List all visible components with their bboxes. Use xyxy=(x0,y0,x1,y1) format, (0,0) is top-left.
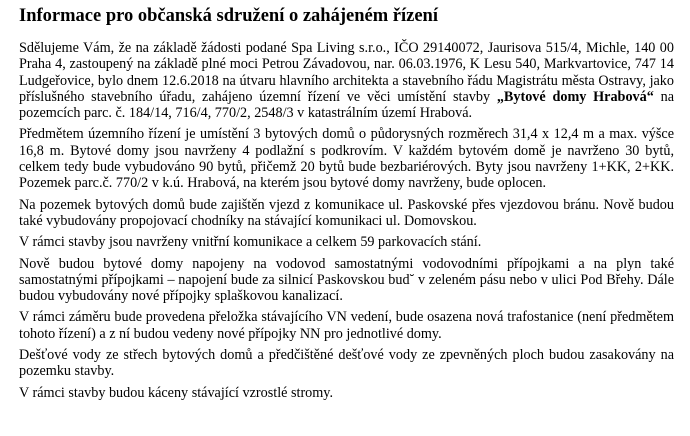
paragraph-utilities: Nově budou bytové domy napojeny na vodovod samostatnými vodovodními přípojkami a na plyn také samostatnými přípojkami – napojení bude za silnicí Paskovskou bud˘ v zeleném pásu nebo v ulici Pod Břehy. Dále budou vybudovány nové přípojky splaškovou kanalizací. xyxy=(19,255,674,305)
paragraph-subject: Předmětem územního řízení je umístění 3 bytových domů o půdorysných rozměrech 31,4 x 12,4 m a max. výšce 16,8 m. Bytové domy jsou navrženy 4 podlažní s podkrovím. V každém bytovém domě je navrženo 30 bytů, celkem tedy bude vybudováno 90 bytů, přičemž 20 bytů bude bezbariérových. Byty jsou navrženy 1+KK, 2+KK. Pozemek parc.č. 770/2 v k.ú. Hrabová, na kterém jsou bytové domy navrženy, bude oplocen. xyxy=(19,126,674,192)
document-title: Informace pro občanská sdružení o zahájeném řízení xyxy=(19,6,438,26)
paragraph-rainwater: Dešťové vody ze střech bytových domů a předčištěné dešťové vody ze zpevněných ploch budou zasakovány na pozemku stavby. xyxy=(19,347,674,380)
paragraph-trees: V rámci stavby budou káceny stávající vzrostlé stromy. xyxy=(19,384,334,401)
paragraph-parking: V rámci stavby jsou navrženy vnitřní komunikace a celkem 59 parkovacích stání. xyxy=(19,234,482,251)
intro-text-start: Sdělujeme Vám, že na základě žádosti podané Spa Living s.r.o., IČO 29140072, Jaurisova 515/4, Michle, 140 00 Praha 4, zastoupený na základě plné moci Petrou Závadovou, nar. 06.03.1976, K Lesu 540, Markvartovice, 747 14 Ludgeřovice, bylo dnem 12.6.2018 na útvaru hlavního architekta a stavebního řádu Magistrátu města Ostravy, jako příslušného stavebního úřadu, zahájeno územní řízení ve věci umístění stavby xyxy=(19,40,674,105)
intro-text-end: na pozemcích parc. č. 184/14, 716/4, 770/2, 2548/3 v katastrálním území Hrabová. xyxy=(19,88,674,122)
paragraph-intro xyxy=(19,40,674,121)
paragraph-power-line: V rámci záměru bude provedena přeložka stávajícího VN vedení, bude osazena nová trafostanice (není předmětem tohoto řízení) a z ní budou vedeny nové přípojky NN pro jednotlivé domy. xyxy=(19,309,674,342)
paragraph-access: Na pozemek bytových domů bude zajištěn vjezd z komunikace ul. Paskovské přes vjezdovou bránu. Nově budou také vybudovány propojovací chodníky na stávající komunikaci ul. Domovskou. xyxy=(19,196,674,229)
project-name: „Bytové domy Hrabová“ xyxy=(496,88,654,105)
